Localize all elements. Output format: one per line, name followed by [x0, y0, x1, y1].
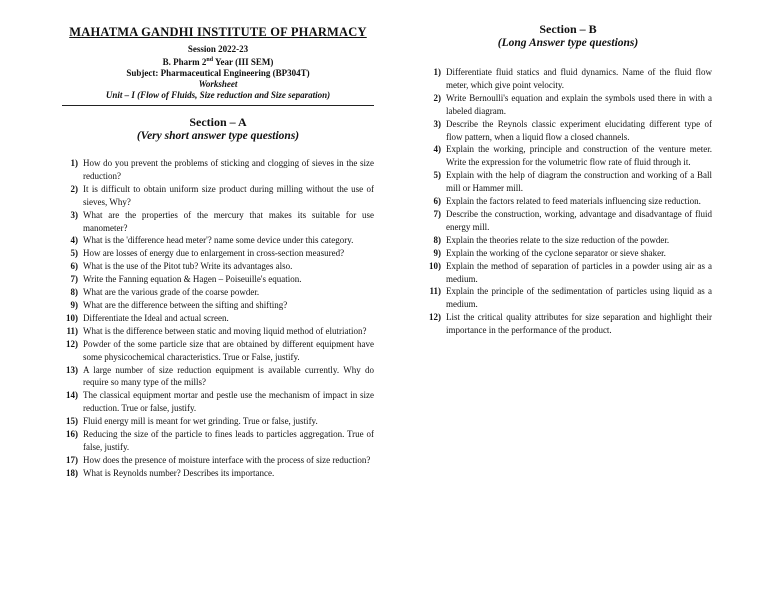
question-number: 4): [433, 144, 441, 155]
question-number: 11): [66, 325, 78, 336]
question-item: [424, 66, 712, 92]
question-number: 3): [433, 118, 441, 129]
section-b-title: Section – B: [539, 22, 597, 36]
subject-line: Subject: Pharmaceutical Engineering (BP304T): [126, 68, 310, 78]
question-item: [62, 364, 374, 390]
question-number: 5): [433, 170, 441, 181]
question-item: [62, 299, 374, 312]
question-number: 12): [429, 312, 441, 323]
question-text: Explain the working, principle and construction of the venture meter. Write the expression for the volumetric flow rate of fluid through it.: [446, 144, 712, 168]
question-text: Explain the principle of the sedimentation of particles using liquid as a medium.: [446, 286, 712, 310]
question-number: 17): [66, 454, 78, 465]
question-number: 11): [429, 286, 441, 297]
question-text: Reducing the size of the particle to fines leads to particles aggregation. True of false, justify.: [83, 429, 374, 452]
question-text: Write Bernoulli's equation and explain the symbols used there in with a labeled diagram.: [446, 92, 712, 116]
question-number: 5): [70, 248, 78, 259]
question-text: Differentiate the Ideal and actual screen.: [83, 312, 229, 323]
question-number: 10): [429, 260, 441, 271]
question-item: [424, 260, 712, 286]
question-item: [424, 195, 712, 208]
question-number: 6): [70, 261, 78, 272]
question-number: 8): [433, 234, 441, 245]
question-text: What is the difference between static and moving liquid method of elutriation?: [83, 325, 367, 336]
course-line: [62, 55, 374, 68]
question-item: [62, 415, 374, 428]
session-line: Session 2022-23: [187, 44, 249, 54]
question-item: [424, 311, 712, 337]
section-a-questions: [62, 157, 374, 480]
question-item: [62, 338, 374, 364]
question-text: List the critical quality attributes for size separation and highlight their importance in the performance of the product.: [446, 312, 712, 336]
left-column: [62, 22, 374, 480]
question-text: What is Reynolds number? Describes its importance.: [83, 467, 275, 478]
question-number: 2): [433, 92, 441, 103]
worksheet-line: Worksheet: [198, 79, 238, 89]
question-number: 18): [66, 467, 78, 478]
section-a-subtitle: (Very short answer type questions): [136, 130, 300, 142]
question-text: What is the use of the Pitot tub? Write its advantages also.: [83, 261, 293, 272]
question-item: [62, 325, 374, 338]
question-text: What are the properties of the mercury that makes its suitable for use manometer?: [83, 209, 374, 233]
section-b-subtitle: (Long Answer type questions): [497, 37, 639, 49]
question-text: Describe the Reynols classic experiment elucidating different type of flow pattern, when a liquid flow a closed channels.: [446, 118, 712, 142]
question-number: 9): [433, 247, 441, 258]
question-text: Explain the theories relate to the size reduction of the powder.: [446, 234, 670, 245]
question-number: 7): [70, 274, 78, 285]
question-item: [62, 312, 374, 325]
question-number: 1): [70, 158, 78, 168]
question-number: 1): [433, 67, 441, 77]
question-item: [62, 389, 374, 415]
question-item: [424, 169, 712, 195]
question-number: 3): [70, 209, 78, 220]
question-text: A large number of size reduction equipment is available currently. Why do require so many type of the mills?: [83, 364, 374, 388]
course-sup: nd: [206, 57, 214, 63]
question-number: 9): [70, 299, 78, 310]
question-item: [424, 285, 712, 311]
section-a-title: Section – A: [189, 115, 247, 129]
question-item: [62, 428, 374, 454]
question-item: [62, 273, 374, 286]
question-number: 12): [66, 338, 78, 349]
question-number: 7): [433, 208, 441, 219]
question-text: The classical equipment mortar and pestle use the mechanism of impact in size reduction. True or false, justify.: [83, 390, 374, 414]
question-number: 15): [66, 416, 78, 427]
question-text: How does the presence of moisture interface with the process of size reduction?: [83, 454, 371, 465]
question-number: 13): [66, 364, 78, 375]
question-text: What are the difference between the sifting and shifting?: [83, 299, 288, 310]
question-number: 10): [66, 312, 78, 323]
question-text: Write the Fanning equation & Hagen – Poiseuille's equation.: [83, 274, 302, 285]
question-text: Explain the factors related to feed materials influencing size reduction.: [446, 196, 701, 207]
question-item: [424, 234, 712, 247]
question-text: Explain with the help of diagram the construction and working of a Ball mill or Hammer mill.: [446, 170, 712, 194]
question-item: [424, 118, 712, 144]
question-number: 6): [433, 196, 441, 207]
question-number: 16): [66, 429, 78, 440]
question-text: How are losses of energy due to enlargement in cross-section measured?: [83, 248, 345, 259]
course-prefix: B. Pharm 2: [162, 57, 207, 67]
course-suffix: Year (III SEM): [213, 57, 274, 67]
question-item: [62, 209, 374, 235]
question-item: [424, 208, 712, 234]
question-text: Explain the method of separation of particles in a powder using air as a medium.: [446, 260, 712, 284]
question-text: Differentiate fluid statics and fluid dynamics. Name of the fluid flow meter, which give point velocity.: [446, 67, 712, 90]
question-text: How do you prevent the problems of sticking and clogging of sieves in the size reduction?: [83, 158, 374, 181]
question-number: 8): [70, 287, 78, 298]
question-item: [62, 234, 374, 247]
question-item: [62, 286, 374, 299]
question-number: 2): [70, 183, 78, 194]
question-text: It is difficult to obtain uniform size product during milling without the use of sieves, Why?: [83, 183, 374, 207]
question-item: [424, 247, 712, 260]
question-text: Describe the construction, working, advantage and disadvantage of fluid energy mill.: [446, 208, 712, 232]
institute-name: MAHATMA GANDHI INSTITUTE OF PHARMACY: [69, 25, 367, 39]
question-text: What are the various grade of the coarse powder.: [83, 287, 260, 298]
section-b-questions: [424, 66, 712, 337]
right-column: [424, 22, 712, 337]
question-item: [424, 143, 712, 169]
question-item: [62, 467, 374, 480]
question-text: Powder of the some particle size that are obtained by different equipment have some physicochemical characteristics. True or False, justify.: [83, 338, 374, 362]
question-item: [62, 454, 374, 467]
question-text: What is the 'difference head meter'? name some device under this category.: [83, 235, 354, 246]
question-item: [62, 260, 374, 273]
question-item: [62, 157, 374, 183]
question-item: [62, 183, 374, 209]
question-item: [62, 247, 374, 260]
question-text: Explain the working of the cyclone separator or sieve shaker.: [446, 247, 666, 258]
question-text: Fluid energy mill is meant for wet grinding. True or false, justify.: [83, 416, 318, 427]
question-number: 4): [70, 235, 78, 246]
question-item: [424, 92, 712, 118]
question-number: 14): [66, 390, 78, 401]
unit-line: Unit – I (Flow of Fluids, Size reduction and Size separation): [105, 90, 331, 100]
